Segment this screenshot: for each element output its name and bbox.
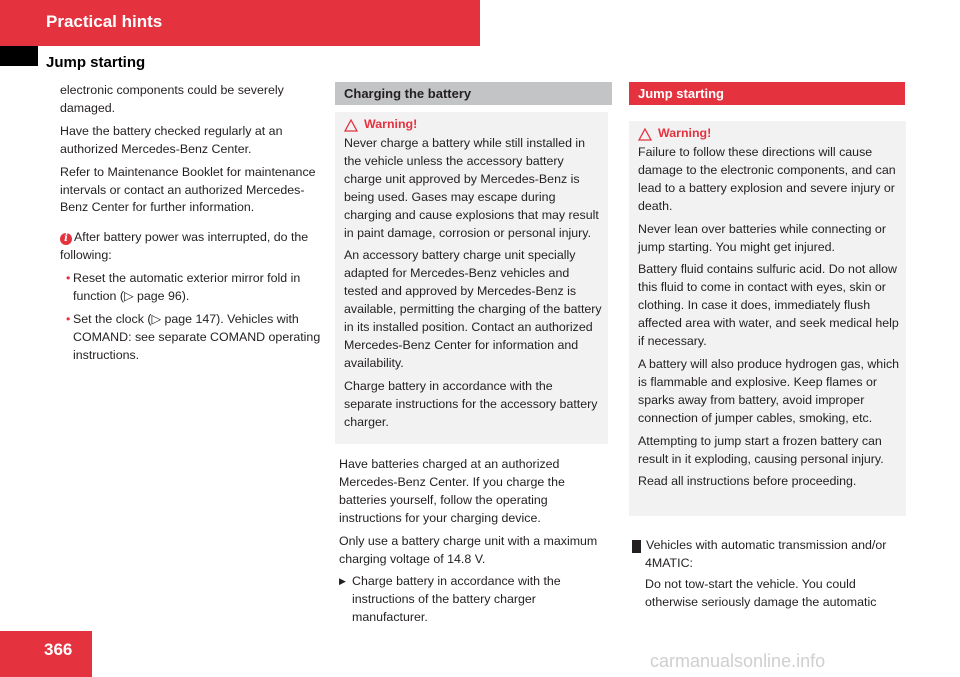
charging-warning-box bbox=[335, 112, 608, 444]
column-left bbox=[60, 82, 324, 370]
warning-paragraph: A battery will also produce hydrogen gas, which is flammable and explosive. Keep flames or sparks away from battery, avoid improper connection of jumper cables, smoking, etc. bbox=[638, 356, 900, 425]
notice-paragraph: Do not tow-start the vehicle. You could otherwise seriously damage the automatic bbox=[645, 576, 877, 609]
warning-paragraph: Battery fluid contains sulfuric acid. Do not allow this fluid to come in contact with eyes, skin or clothing. In case it does, immediately flush affected area with water, and seek medical help if necessary. bbox=[638, 262, 899, 349]
charging-heading: Charging the battery bbox=[335, 82, 612, 105]
warning-paragraph: Charge battery in accordance with the separate instructions for the accessory battery charger. bbox=[344, 378, 598, 429]
list-item bbox=[60, 311, 324, 365]
section-tab-marker bbox=[0, 46, 38, 66]
paragraph: Have the battery checked regularly at an authorized Mercedes-Benz Center. bbox=[60, 123, 283, 156]
warning-paragraph: Never charge a battery while still installed in the vehicle unless the accessory battery charge unit approved by Mercedes-Benz is being used. Gases may escape during charging and cause explosions that may result in paint damage, corrosion or personal injury. bbox=[344, 136, 599, 240]
subsection-title: Jump starting bbox=[46, 54, 146, 71]
list-item-text: Reset the automatic exterior mirror fold in function (▷ page 96). bbox=[73, 271, 301, 304]
list-item bbox=[60, 270, 324, 306]
bullet-dot-icon: • bbox=[66, 311, 71, 326]
jump-warning-box bbox=[629, 121, 906, 516]
warning-paragraph: Never lean over batteries while connecting or jump starting. You might get injured. bbox=[638, 221, 886, 254]
warning-triangle-icon bbox=[344, 119, 358, 132]
instruction-step-text: Charge battery in accordance with the instructions of the battery charger manufacturer. bbox=[352, 574, 561, 625]
info-text: After battery power was interrupted, do the following: bbox=[60, 230, 309, 263]
step-arrow-icon: ▶ bbox=[339, 576, 346, 587]
warning-title bbox=[344, 115, 604, 135]
warning-paragraph: Failure to follow these directions will cause damage to the electronic components, and can lead to a battery explosion and severe injury or death. bbox=[638, 145, 896, 213]
info-note bbox=[60, 229, 324, 265]
section-title: Practical hints bbox=[46, 12, 163, 31]
list-item-text: Set the clock (▷ page 147). Vehicles with COMAND: see separate COMAND operating instructions. bbox=[73, 311, 321, 362]
notice-exclamation-icon: ! bbox=[632, 540, 641, 553]
jump-notice bbox=[628, 537, 900, 612]
warning-paragraph: Read all instructions before proceeding. bbox=[638, 474, 857, 489]
paragraph: Refer to Maintenance Booklet for maintenance intervals or contact an authorized Mercedes-Benz Center for further information. bbox=[60, 164, 316, 215]
warning-title-text: Warning! bbox=[364, 117, 418, 132]
charging-body bbox=[339, 456, 605, 627]
warning-title bbox=[638, 124, 902, 144]
paragraph: electronic components could be severely damaged. bbox=[60, 83, 284, 115]
paragraph: Only use a battery charge unit with a maximum charging voltage of 14.8 V. bbox=[339, 533, 598, 566]
warning-paragraph: Attempting to jump start a frozen battery can result in it exploding, causing personal injury. bbox=[638, 433, 884, 466]
bullet-dot-icon: • bbox=[66, 271, 71, 286]
notice-text: Vehicles with automatic transmission and/or 4MATIC: bbox=[645, 538, 887, 570]
paragraph: Have batteries charged at an authorized Mercedes-Benz Center. If you charge the batteries yourself, follow the operating instructions for your charging device. bbox=[339, 457, 565, 525]
notice-paragraph bbox=[628, 537, 900, 573]
page-number: 366 bbox=[44, 640, 73, 659]
info-icon: i bbox=[60, 233, 72, 245]
jump-starting-heading: Jump starting bbox=[629, 82, 905, 105]
watermark-text: carmanualsonline.info bbox=[650, 651, 826, 671]
warning-triangle-icon bbox=[638, 128, 652, 141]
instruction-step bbox=[339, 573, 605, 627]
warning-title-text: Warning! bbox=[658, 126, 712, 141]
warning-paragraph: An accessory battery charge unit specially adapted for Mercedes-Benz vehicles and tested and approved by Mercedes-Benz is available, permitting the charging of the battery in its installed position. Contact an authorized Mercedes-Benz Center for information and availability. bbox=[344, 248, 602, 370]
